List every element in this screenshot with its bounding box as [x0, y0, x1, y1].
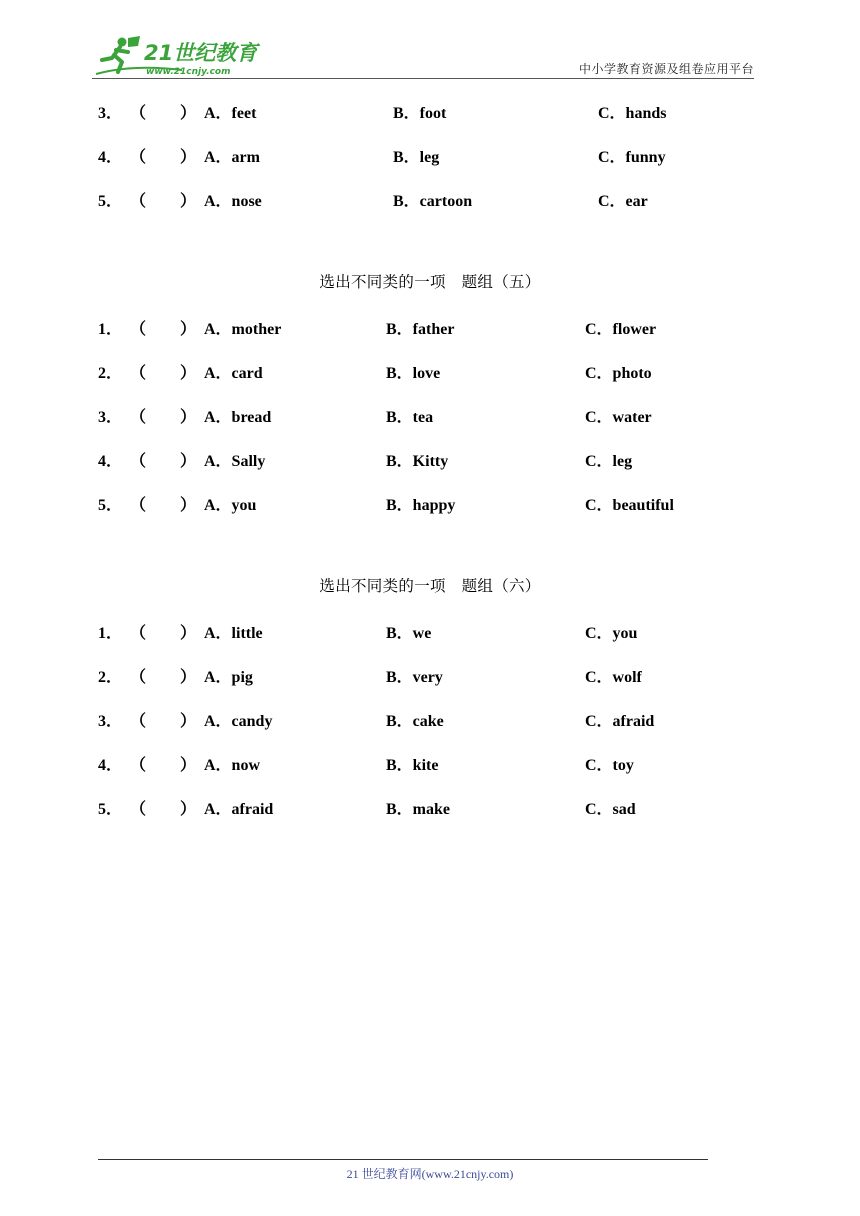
option-b: B．we	[386, 625, 432, 642]
option-a: A．pig	[204, 669, 253, 686]
answer-bracket-open: （	[130, 497, 147, 514]
option-c: C．afraid	[585, 713, 655, 730]
answer-bracket-close: ）	[180, 193, 197, 210]
footer-divider	[98, 1159, 708, 1160]
logo-text: 21世纪教育	[144, 41, 258, 65]
answer-bracket-open: （	[130, 105, 147, 122]
section-title: 选出不同类的一项 题组（五）	[319, 273, 541, 291]
question-number: 3．	[98, 105, 123, 122]
question-number: 5．	[98, 801, 123, 818]
answer-bracket-close: ）	[180, 757, 197, 774]
option-b: B．leg	[393, 149, 440, 166]
answer-bracket-open: （	[130, 713, 147, 730]
option-c: C．funny	[598, 149, 666, 166]
answer-bracket-close: ）	[180, 453, 197, 470]
question-row	[0, 708, 860, 732]
logo-url: www.21cnjy.com	[146, 67, 231, 77]
question-row	[0, 100, 860, 124]
question-number: 5．	[98, 497, 123, 514]
answer-bracket-close: ）	[180, 321, 197, 338]
option-b: B．kite	[386, 757, 439, 774]
question-number: 4．	[98, 149, 123, 166]
option-c: C．wolf	[585, 669, 642, 686]
question-row	[0, 620, 860, 644]
header-platform-name: 中小学教育资源及组卷应用平台	[578, 62, 754, 76]
section-title: 选出不同类的一项 题组（六）	[319, 577, 541, 595]
answer-bracket-open: （	[130, 669, 147, 686]
answer-bracket-open: （	[130, 801, 147, 818]
question-number: 1．	[98, 625, 123, 642]
option-a: A．arm	[204, 149, 260, 166]
answer-bracket-open: （	[130, 193, 147, 210]
question-number: 2．	[98, 669, 123, 686]
header-divider	[92, 78, 754, 79]
question-row	[0, 448, 860, 472]
option-b: B．father	[386, 321, 455, 338]
answer-bracket-open: （	[130, 321, 147, 338]
answer-bracket-close: ）	[180, 149, 197, 166]
option-a: A．bread	[204, 409, 272, 426]
option-c: C．you	[585, 625, 638, 642]
answer-bracket-close: ）	[180, 409, 197, 426]
option-c: C．hands	[598, 105, 667, 122]
question-number: 3．	[98, 713, 123, 730]
question-row	[0, 752, 860, 776]
option-b: B．cake	[386, 713, 444, 730]
question-row	[0, 492, 860, 516]
option-c: C．toy	[585, 757, 634, 774]
option-b: B．love	[386, 365, 441, 382]
option-c: C．leg	[585, 453, 633, 470]
answer-bracket-close: ）	[180, 669, 197, 686]
question-row	[0, 316, 860, 340]
option-a: A．afraid	[204, 801, 274, 818]
option-b: B．Kitty	[386, 453, 449, 470]
question-number: 4．	[98, 757, 123, 774]
question-number: 4．	[98, 453, 123, 470]
answer-bracket-close: ）	[180, 105, 197, 122]
option-a: A．you	[204, 497, 257, 514]
answer-bracket-open: （	[130, 365, 147, 382]
option-a: A．Sally	[204, 453, 266, 470]
question-row	[0, 144, 860, 168]
question-row	[0, 796, 860, 820]
option-a: A．nose	[204, 193, 262, 210]
question-number: 5．	[98, 193, 123, 210]
site-logo	[92, 34, 262, 78]
answer-bracket-close: ）	[180, 625, 197, 642]
question-row	[0, 404, 860, 428]
option-b: B．foot	[393, 105, 447, 122]
option-b: B．cartoon	[393, 193, 473, 210]
option-c: C．sad	[585, 801, 636, 818]
question-number: 1．	[98, 321, 123, 338]
option-a: A．feet	[204, 105, 257, 122]
option-b: B．happy	[386, 497, 456, 514]
question-number: 3．	[98, 409, 123, 426]
option-c: C．flower	[585, 321, 657, 338]
option-c: C．photo	[585, 365, 652, 382]
answer-bracket-close: ）	[180, 497, 197, 514]
question-number: 2．	[98, 365, 123, 382]
option-a: A．candy	[204, 713, 273, 730]
option-a: A．now	[204, 757, 261, 774]
option-b: B．tea	[386, 409, 434, 426]
option-c: C．beautiful	[585, 497, 674, 514]
answer-bracket-open: （	[130, 625, 147, 642]
question-row	[0, 188, 860, 212]
answer-bracket-close: ）	[180, 713, 197, 730]
option-c: C．water	[585, 409, 652, 426]
option-b: B．make	[386, 801, 451, 818]
option-b: B．very	[386, 669, 443, 686]
question-row	[0, 360, 860, 384]
footer-text: 21 世纪教育网(www.21cnjy.com)	[346, 1167, 514, 1181]
answer-bracket-open: （	[130, 453, 147, 470]
answer-bracket-close: ）	[180, 801, 197, 818]
option-a: A．card	[204, 365, 263, 382]
option-a: A．little	[204, 625, 263, 642]
question-row	[0, 664, 860, 688]
answer-bracket-open: （	[130, 757, 147, 774]
option-a: A．mother	[204, 321, 282, 338]
option-c: C．ear	[598, 193, 648, 210]
answer-bracket-close: ）	[180, 365, 197, 382]
answer-bracket-open: （	[130, 409, 147, 426]
answer-bracket-open: （	[130, 149, 147, 166]
